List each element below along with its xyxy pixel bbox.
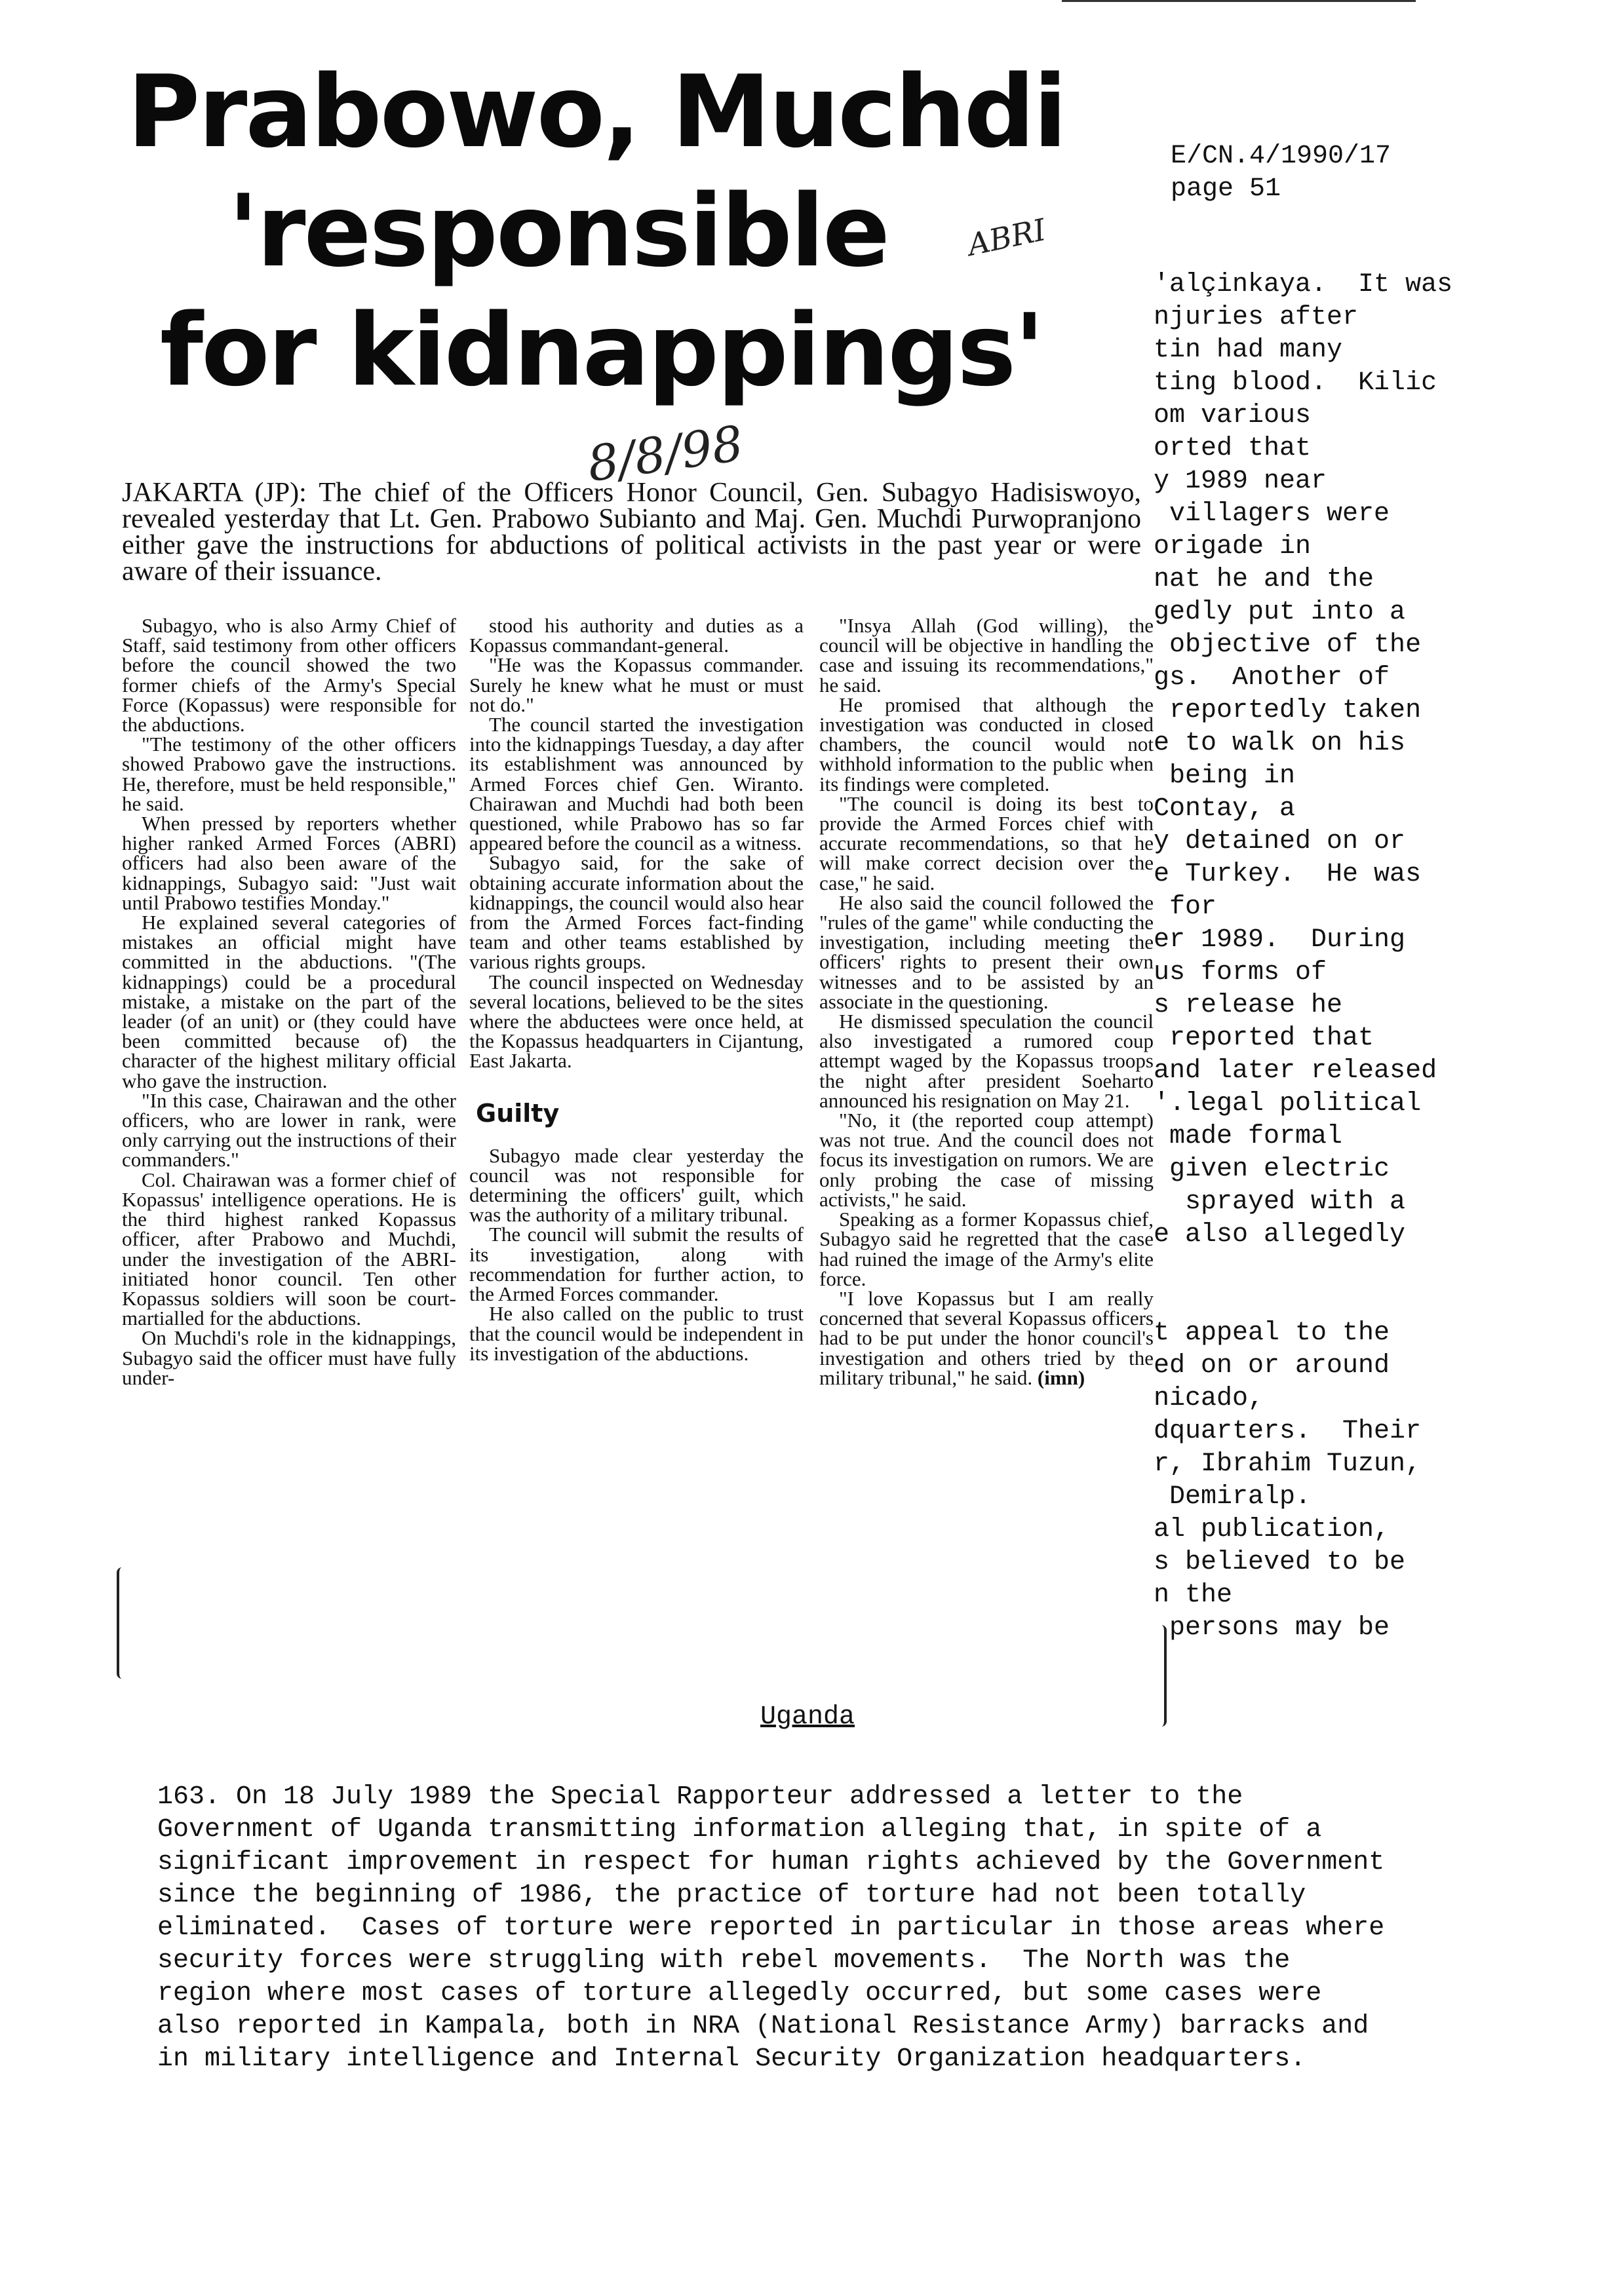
article-paragraph: Speaking as a former Kopassus chief, Subagyo said he regretted that the case had ruined the image of the Army's elite force. (819, 1208, 1154, 1290)
article-paragraph: "I love Kopassus but I am really concerned that several Kopassus officers had to be put under the honor council's investigation and others tried by the military tribunal," he said. (imn) (819, 1286, 1154, 1389)
headline-line-1: Prabowo, Muchdi (127, 54, 1066, 170)
paragraph-line: significant improvement in respect for human rights achieved by the Government (157, 1848, 1385, 1877)
document-line: orted that (1154, 434, 1312, 463)
handwritten-date: 8/8/98 (584, 415, 747, 493)
document-line: er 1989. During (1154, 925, 1406, 955)
document-line: Contay, a (1154, 794, 1296, 824)
document-line: and later released (1154, 1056, 1437, 1086)
document-line: t appeal to the (1154, 1318, 1390, 1348)
document-line: reportedly taken (1154, 696, 1422, 725)
article-paragraph: "No, it (the reported coup attempt) was not true. And the council does not focus its investigation on rumors. We are only probing the case of missing activists," he said. (819, 1109, 1154, 1211)
article-paragraph: Col. Chairawan was a former chief of Kopassus' intelligence operations. He is the third highest ranked Kopassus officer, after Prabowo and Muchdi, under the investigation of the ABRI-initiated honor council. Ten other Kopassus soldiers will soon be court-martialled for the abductions. (122, 1168, 456, 1330)
document-line: al publication, (1154, 1515, 1390, 1544)
document-line: n the (1154, 1580, 1233, 1610)
paragraph-line: security forces were struggling with rebel movements. The North was the (157, 1946, 1291, 1976)
document-line: being in (1154, 761, 1296, 791)
handwritten-note: ABRI (964, 212, 1049, 263)
document-line: y 1989 near (1154, 467, 1327, 496)
document-symbol: E/CN.4/1990/17 (1171, 142, 1391, 171)
article-paragraph: He promised that although the investigation was conducted in closed chambers, the council would not withhold information to the public when its findings were completed. (819, 693, 1154, 795)
section-heading-uganda: Uganda (760, 1702, 855, 1732)
article-paragraph: "The testimony of the other officers showed Prabowo gave the instructions. He, therefore, must be held responsible," he said. (122, 733, 456, 815)
document-reference (1171, 140, 1391, 206)
document-line: ed on or around (1154, 1351, 1390, 1381)
article-paragraph: Subagyo said, for the sake of obtaining accurate information about the kidnappings, the council would also hear from the Armed Forces fact-finding team and other teams established by various rights groups. (469, 851, 804, 974)
article-byline: (imn) (1032, 1366, 1085, 1389)
document-line: villagers were (1154, 499, 1390, 529)
paragraph-163 (157, 1781, 1475, 2076)
article-column-2 (469, 616, 804, 1364)
document-line: e Turkey. He was (1154, 860, 1422, 889)
document-line: given electric (1154, 1155, 1390, 1184)
document-line: sprayed with a (1154, 1187, 1406, 1217)
paragraph-line: 163. On 18 July 1989 the Special Rapporteur addressed a letter to the (157, 1782, 1243, 1812)
document-line: persons may be (1154, 1613, 1390, 1643)
article-column-1 (122, 616, 456, 1388)
paragraph-line: Government of Uganda transmitting information alleging that, in spite of a (157, 1815, 1322, 1845)
paragraph-line: also reported in Kampala, both in NRA (National Resistance Army) barracks and (157, 2012, 1369, 2041)
document-line: nicado, (1154, 1384, 1264, 1413)
article-paragraph: He explained several categories of mistakes an official might have committed in the abductions. "(The kidnappings) could be a procedural mistake, a mistake on the part of the leader (of an unit) or (they could have been committed because of) the character of the highest military official who gave the instruction. (122, 911, 456, 1092)
document-line (1154, 1252, 1612, 1284)
article-paragraph: stood his authority and duties as a Kopassus commandant-general. (469, 614, 804, 657)
document-line: e to walk on his (1154, 729, 1406, 758)
paragraph-line: in military intelligence and Internal Security Organization headquarters. (157, 2044, 1306, 2074)
article-paragraph: "In this case, Chairawan and the other officers, who are lower in rank, were only carrying out the instructions of their commanders." (122, 1088, 456, 1172)
article-paragraph: He also called on the public to trust that the council would be independent in its investigation of the abductions. (469, 1302, 804, 1365)
article-column-3 (819, 616, 1154, 1388)
document-line: tin had many (1154, 335, 1343, 365)
document-line: objective of the (1154, 630, 1422, 660)
document-line (1154, 1284, 1612, 1317)
headline-line-3: for kidnappings' (160, 292, 1043, 408)
article-lead: JAKARTA (JP): The chief of the Officers Honor Council, Gen. Subagyo Hadisiswoyo, revealed yesterday that Lt. Gen. Prabowo Subianto and Maj. Gen. Muchdi Purwopranjono either gave the instructions for abductions of political activists in the past year or were aware of their issuance. (122, 478, 1141, 586)
document-line: y detained on or (1154, 827, 1406, 856)
document-line: njuries after (1154, 303, 1359, 332)
document-right-column (1154, 269, 1612, 1677)
document-line: reported that (1154, 1024, 1374, 1053)
document-line: e also allegedly (1154, 1220, 1406, 1250)
article-paragraph: "He was the Kopassus commander. Surely he knew what he must or must not do." (469, 653, 804, 716)
paragraph-line: region where most cases of torture allegedly occurred, but some cases were (157, 1979, 1322, 2008)
article-paragraph: "Insya Allah (God willing), the council will be objective in handling the case and issuing its recommendations," he said. (819, 614, 1154, 697)
article-paragraph: When pressed by reporters whether higher ranked Armed Forces (ABRI) officers had also been aware of the kidnappings, Subagyo said: "Just wait until Prabowo testifies Monday." (122, 812, 456, 914)
paragraph-line: eliminated. Cases of torture were reported in particular in those areas where (157, 1913, 1385, 1943)
document-line: 'alçinkaya. It was (1154, 270, 1453, 299)
document-line: origade in (1154, 532, 1312, 562)
document-line: us forms of (1154, 958, 1327, 987)
document-line: ting blood. Kilic (1154, 368, 1437, 398)
column-2-bottom (469, 1143, 804, 1365)
document-line: s release he (1154, 991, 1343, 1020)
document-line: s believed to be (1154, 1548, 1406, 1577)
document-line: for (1154, 892, 1217, 922)
article-paragraph: He also said the council followed the "rules of the game" while conducting the investigation, including meeting the officers' rights to present their own witnesses and to be assisted by an associate in the questioning. (819, 890, 1154, 1013)
document-line: om various (1154, 401, 1312, 430)
article-paragraph: The council inspected on Wednesday several locations, believed to be the sites where the abductees were once held, at the Kopassus headquarters in Cijantung, East Jakarta. (469, 970, 804, 1073)
document-line: r, Ibrahim Tuzun, (1154, 1449, 1422, 1479)
page-number: page 51 (1171, 174, 1281, 204)
article-paragraph: "The council is doing its best to provide the Armed Forces chief with accurate recommendations, so that he will make correct decision over the case," he said. (819, 792, 1154, 894)
article-paragraph: The council started the investigation into the kidnappings Tuesday, a day after its establishment was announced by Armed Forces chief Gen. Wiranto. Chairawan and Muchdi had both been questioned, while Prabowo has so far appeared before the council as a witness. (469, 713, 804, 855)
document-line: '.legal political (1154, 1089, 1422, 1119)
subheading-guilty: Guilty (476, 1098, 560, 1128)
document-line: made formal (1154, 1122, 1343, 1151)
document-line: gedly put into a (1154, 598, 1406, 627)
article-paragraph: He dismissed speculation the council also investigated a rumored coup attempt waged by the Kopassus troops the night after president Soeharto announced his resignation on May 21. (819, 1010, 1154, 1112)
document-line: dquarters. Their (1154, 1417, 1422, 1446)
top-scan-rule (1062, 0, 1416, 2)
newspaper-clipping (115, 26, 1167, 1704)
article-paragraph: The council will submit the results of its investigation, along with recommendation for further action, to the Armed Forces commander. (469, 1223, 804, 1306)
document-line: gs. Another of (1154, 663, 1390, 693)
document-line: nat he and the (1154, 565, 1374, 594)
margin-bracket-right (1158, 1625, 1167, 1727)
article-paragraph: Subagyo made clear yesterday the council was not responsible for determining the officers' guilt, which was the authority of a military tribunal. (469, 1143, 804, 1227)
paragraph-line: since the beginning of 1986, the practice of torture had not been totally (157, 1881, 1306, 1910)
column-2-top (469, 616, 804, 1071)
article-paragraph: On Muchdi's role in the kidnappings, Subagyo said the officer must have fully under- (122, 1326, 456, 1389)
document-line: Demiralp. (1154, 1482, 1312, 1512)
headline-line-2: 'responsible (228, 173, 889, 289)
margin-bracket-left (117, 1567, 126, 1679)
article-paragraph: Subagyo, who is also Army Chief of Staff, said testimony from other officers before the council showed the two former chiefs of the Army's Special Force (Kopassus) were responsible for the abductions. (122, 614, 456, 737)
